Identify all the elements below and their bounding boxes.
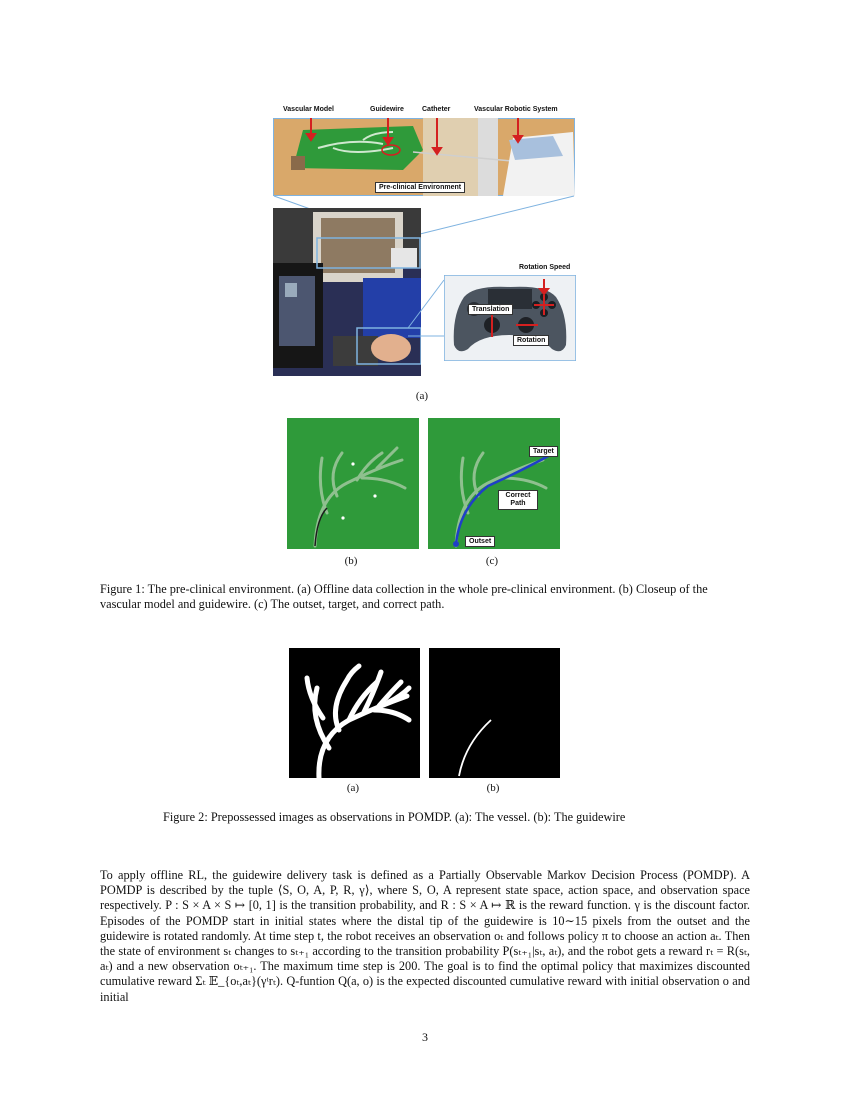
label-outset: Outset [465,536,495,547]
gamepad-controller-photo [444,275,576,361]
page-number: 3 [422,1030,428,1044]
vascular-model-closeup [287,418,419,549]
label-correct-path: Correct Path [498,490,538,510]
label-rotation-speed: Rotation Speed [519,264,571,271]
label-rotation: Rotation [513,335,549,346]
subcaption-1c: (c) [485,555,499,567]
controller-connector-lines [398,278,448,338]
correct-path-closeup [428,418,560,549]
label-translation: Translation [468,304,513,315]
figure2-caption: Figure 2: Prepossessed images as observations in POMDP. (a): The vessel. (b): The guidewire [163,810,626,824]
label-catheter: Catheter [422,106,451,113]
label-vascular-model: Vascular Model [283,106,334,113]
subcaption-1a: (a) [415,390,429,402]
label-preclinical-environment: Pre-clinical Environment [375,182,465,193]
figure1-caption: Figure 1: The pre-clinical environment. (a) Offline data collection in the whole pre-clinical environment. (b) Closeup of the vascular model and guidewire. (c) The outset, target, and correct path. [100,582,708,611]
paragraph-pomdp: To apply offline RL, the guidewire delivery task is defined as a Partially Observable Markov Decision Process (POMDP). A POMDP is described by the tuple ⟨S, O, A, P, R, γ⟩, where S, O, A represent state space, action space, and observation space respectively. P : S × A × S ↦ [0, 1] is the transition probability, and R : S × A ↦ ℝ is the reward function. γ is the discount factor. Episodes of the POMDP start in initial states where the distal tip of the guidewire is 10∼15 pixels from the outset and the guidewire is rotated randomly. At time step t, the robot receives an observation oₜ and follows policy π to choose an action aₜ. Then the state of environment sₜ changes to sₜ₊₁ according to the transition probability P(sₜ₊₁|sₜ, aₜ), and the robot gets a reward rₜ = R(sₜ, aₜ) and a new observation oₜ₊₁. The maximum time step is 200. The goal is to find the optimal policy that maximizes discounted cumulative reward Σₜ 𝔼_{oₜ,aₜ}(γᵗrₜ). Q-funtion Q(a, o) is the expected discounted cumulative reward with initial observation o and initial [100,868,750,1004]
subcaption-2b: (b) [486,782,500,794]
label-vascular-robotic-system: Vascular Robotic System [474,106,558,113]
label-target: Target [529,446,558,457]
vessel-mask-image [289,648,420,778]
subcaption-1b: (b) [344,555,358,567]
guidewire-mask-image [429,648,560,778]
subcaption-2a: (a) [346,782,360,794]
body-paragraph [100,868,750,1005]
label-guidewire: Guidewire [370,106,404,113]
